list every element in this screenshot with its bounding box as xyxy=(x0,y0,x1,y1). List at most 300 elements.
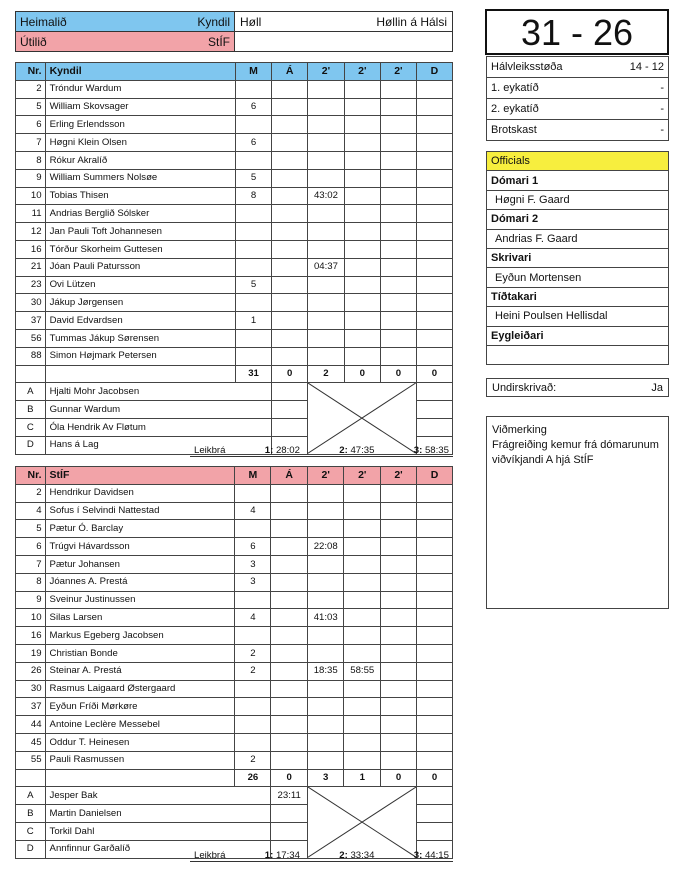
player-m: 4 xyxy=(235,502,271,520)
player-c3 xyxy=(380,312,416,330)
player-row xyxy=(16,134,453,152)
player-c1 xyxy=(307,733,344,751)
player-c1: 43:02 xyxy=(308,187,345,205)
player-d xyxy=(417,538,453,556)
official-name: Martin Danielsen xyxy=(45,805,271,823)
player-c1 xyxy=(308,240,345,258)
player-m xyxy=(235,347,271,365)
player-number: 7 xyxy=(16,134,46,152)
remarks-label: Viðmerking xyxy=(492,424,547,436)
player-c3 xyxy=(380,347,416,365)
player-row xyxy=(16,258,453,276)
player-d xyxy=(417,733,453,751)
player-c3 xyxy=(380,294,416,312)
player-number: 45 xyxy=(16,733,46,751)
player-c3 xyxy=(380,258,416,276)
player-c2 xyxy=(344,591,381,609)
player-number: 9 xyxy=(16,169,46,187)
player-number: 88 xyxy=(16,347,46,365)
player-m: 6 xyxy=(235,98,271,116)
player-a xyxy=(271,520,308,538)
player-a xyxy=(272,98,308,116)
player-name: Christian Bonde xyxy=(45,644,235,662)
player-row xyxy=(16,555,453,573)
timeouts-label: Leikbrá xyxy=(194,850,226,861)
official-a xyxy=(271,805,308,823)
scorer-label: Skrivari xyxy=(487,248,669,267)
penalty-row: Brotskast - xyxy=(487,120,669,141)
officials-title: Officials xyxy=(487,152,669,171)
player-row xyxy=(16,223,453,241)
team2-timeouts xyxy=(190,849,453,862)
player-name: Tróndur Wardum xyxy=(45,80,235,98)
player-c1 xyxy=(308,116,345,134)
player-a xyxy=(272,205,308,223)
supervisor-label: Eygleiðari xyxy=(487,326,669,345)
ot1-row: 1. eykatíð - xyxy=(487,78,669,99)
official-name: Jesper Bak xyxy=(45,787,271,805)
player-c3 xyxy=(381,644,417,662)
col-d: D xyxy=(416,63,452,81)
player-row xyxy=(16,116,453,134)
player-number: 30 xyxy=(16,294,46,312)
official-a xyxy=(272,418,308,436)
player-d xyxy=(417,484,453,502)
player-d xyxy=(416,294,452,312)
player-a xyxy=(272,134,308,152)
player-row xyxy=(16,662,453,680)
player-name: Jan Pauli Toft Johannesen xyxy=(45,223,235,241)
official-name: Hans á Lag xyxy=(45,436,272,454)
player-number: 12 xyxy=(16,223,46,241)
player-name: Tórður Skorheim Guttesen xyxy=(45,240,235,258)
player-d xyxy=(417,662,453,680)
player-m xyxy=(235,520,271,538)
player-number: 56 xyxy=(16,329,46,347)
official-letter: C xyxy=(16,822,46,840)
player-c3 xyxy=(380,187,416,205)
player-number: 6 xyxy=(16,116,46,134)
player-c1 xyxy=(307,698,344,716)
player-c2 xyxy=(344,134,380,152)
player-d xyxy=(416,240,452,258)
col-c3: 2' xyxy=(380,63,416,81)
ot2-row: 2. eykatíð - xyxy=(487,99,669,120)
official-a xyxy=(271,822,308,840)
player-m: 3 xyxy=(235,555,271,573)
remarks-text: Frágreiðing kemur frá dómarunum viðvíkjandi A hjá StÍF xyxy=(492,439,659,466)
player-c3 xyxy=(381,520,417,538)
player-c3 xyxy=(381,751,417,769)
player-c2: 58:55 xyxy=(344,662,381,680)
player-m: 5 xyxy=(235,276,271,294)
player-m: 4 xyxy=(235,609,271,627)
player-d xyxy=(417,751,453,769)
player-a xyxy=(271,538,308,556)
player-c2 xyxy=(344,240,380,258)
player-c2 xyxy=(344,294,380,312)
total-c3: 0 xyxy=(380,365,416,383)
player-c1 xyxy=(308,205,345,223)
col-c3: 2' xyxy=(381,467,417,485)
player-d xyxy=(416,116,452,134)
player-c1 xyxy=(307,644,344,662)
player-row xyxy=(16,698,453,716)
player-name: Jákup Jørgensen xyxy=(45,294,235,312)
player-m xyxy=(235,591,271,609)
player-row xyxy=(16,573,453,591)
header-row xyxy=(16,467,453,485)
player-row xyxy=(16,80,453,98)
total-c2: 1 xyxy=(344,769,381,787)
total-c1: 3 xyxy=(307,769,344,787)
total-m: 31 xyxy=(235,365,271,383)
player-c3 xyxy=(381,538,417,556)
player-c1 xyxy=(307,627,344,645)
player-c3 xyxy=(381,555,417,573)
player-number: 2 xyxy=(16,80,46,98)
player-number: 19 xyxy=(16,644,46,662)
player-name: Rasmus Laigaard Østergaard xyxy=(45,680,235,698)
player-c2 xyxy=(344,609,381,627)
official-a xyxy=(272,401,308,419)
player-number: 5 xyxy=(16,98,46,116)
player-c2 xyxy=(344,187,380,205)
player-a xyxy=(271,484,308,502)
timeout-2: 2: 47:35 xyxy=(339,445,375,456)
player-m xyxy=(235,258,271,276)
player-d xyxy=(417,698,453,716)
player-c3 xyxy=(381,627,417,645)
timekeeper-name: Heini Poulsen Hellisdal xyxy=(487,307,669,326)
player-a xyxy=(271,733,308,751)
player-name: Silas Larsen xyxy=(45,609,235,627)
player-name: Pætur Johansen xyxy=(45,555,235,573)
player-m: 6 xyxy=(235,134,271,152)
player-row xyxy=(16,312,453,330)
player-c3 xyxy=(380,329,416,347)
player-m: 6 xyxy=(235,538,271,556)
player-name: Erling Erlendsson xyxy=(45,116,235,134)
player-number: 8 xyxy=(16,573,46,591)
player-c2 xyxy=(344,223,380,241)
official-name: Gunnar Wardum xyxy=(45,401,272,419)
official-letter: D xyxy=(16,840,46,858)
total-c3: 0 xyxy=(381,769,417,787)
player-number: 10 xyxy=(16,609,46,627)
timekeeper-label: Tíðtakari xyxy=(487,287,669,306)
player-row xyxy=(16,502,453,520)
official-letter: A xyxy=(16,787,46,805)
official-name: Hjalti Mohr Jacobsen xyxy=(45,383,272,401)
player-name: Ovi Lützen xyxy=(45,276,235,294)
player-m xyxy=(235,484,271,502)
col-a: Á xyxy=(272,63,308,81)
cross-mark xyxy=(308,787,416,857)
player-c2 xyxy=(344,276,380,294)
player-d xyxy=(416,258,452,276)
official-a: 23:11 xyxy=(271,787,308,805)
halftime-score: 14 - 12 xyxy=(629,61,664,73)
team2-table xyxy=(15,466,453,859)
player-number: 9 xyxy=(16,591,46,609)
referee2-label: Dómari 2 xyxy=(487,210,669,229)
player-c3 xyxy=(381,698,417,716)
player-c3 xyxy=(380,80,416,98)
home-team-cell xyxy=(16,12,235,32)
player-number: 55 xyxy=(16,751,46,769)
player-m xyxy=(235,627,271,645)
official-d xyxy=(417,787,453,805)
player-c1 xyxy=(308,347,345,365)
player-number: 26 xyxy=(16,662,46,680)
official-d xyxy=(416,383,452,401)
player-c2 xyxy=(344,347,380,365)
player-number: 8 xyxy=(16,151,46,169)
team-official-row xyxy=(16,787,453,805)
official-letter: D xyxy=(16,436,46,454)
player-c1 xyxy=(308,223,345,241)
player-d xyxy=(416,223,452,241)
player-name: Jóan Pauli Patursson xyxy=(45,258,235,276)
player-name: Andrias Berglið Sólsker xyxy=(45,205,235,223)
player-row xyxy=(16,520,453,538)
player-name: Steinar A. Prestá xyxy=(45,662,235,680)
player-d xyxy=(417,716,453,734)
player-c2 xyxy=(344,751,381,769)
player-m xyxy=(235,680,271,698)
player-row xyxy=(16,240,453,258)
player-number: 10 xyxy=(16,187,46,205)
player-row xyxy=(16,716,453,734)
player-name: Markus Egeberg Jacobsen xyxy=(45,627,235,645)
totals-row xyxy=(16,769,453,787)
supervisor-name xyxy=(487,345,669,364)
player-name: David Edvardsen xyxy=(45,312,235,330)
player-a xyxy=(272,151,308,169)
player-c1: 18:35 xyxy=(307,662,344,680)
total-a: 0 xyxy=(271,769,308,787)
player-c1 xyxy=(307,484,344,502)
player-c2 xyxy=(344,151,380,169)
player-row xyxy=(16,591,453,609)
player-c2 xyxy=(344,484,381,502)
player-c3 xyxy=(381,733,417,751)
player-c3 xyxy=(381,609,417,627)
player-c1 xyxy=(307,573,344,591)
player-name: William Skovsager xyxy=(45,98,235,116)
player-number: 30 xyxy=(16,680,46,698)
player-a xyxy=(272,116,308,134)
player-a xyxy=(271,502,308,520)
total-d: 0 xyxy=(417,769,453,787)
player-a xyxy=(272,347,308,365)
crossed-box xyxy=(307,787,416,858)
official-letter: C xyxy=(16,418,46,436)
timeout-1: 1: 28:02 xyxy=(264,445,300,456)
player-row xyxy=(16,644,453,662)
player-d xyxy=(417,591,453,609)
player-a xyxy=(271,555,308,573)
player-m: 1 xyxy=(235,312,271,330)
away-label: Útilið xyxy=(20,34,47,49)
player-name: Sveinur Justinussen xyxy=(45,591,235,609)
official-d xyxy=(416,418,452,436)
official-name: Annfinnur Garðalíð xyxy=(45,840,271,858)
player-name: Sofus í Selvindi Nattestad xyxy=(45,502,235,520)
player-c3 xyxy=(380,116,416,134)
player-c1: 22:08 xyxy=(307,538,344,556)
team-official-row xyxy=(16,383,453,401)
official-letter: A xyxy=(16,383,46,401)
player-d xyxy=(416,80,452,98)
player-row xyxy=(16,294,453,312)
player-d xyxy=(417,520,453,538)
player-row xyxy=(16,751,453,769)
player-c2 xyxy=(344,733,381,751)
player-c3 xyxy=(380,98,416,116)
player-name: Tobias Thisen xyxy=(45,187,235,205)
player-a xyxy=(272,329,308,347)
col-c1: 2' xyxy=(308,63,345,81)
player-d xyxy=(417,627,453,645)
player-d xyxy=(416,312,452,330)
player-a xyxy=(272,240,308,258)
remarks-box xyxy=(486,416,669,609)
official-d xyxy=(417,822,453,840)
player-c3 xyxy=(380,205,416,223)
player-name: Jóannes A. Prestá xyxy=(45,573,235,591)
player-m xyxy=(235,223,271,241)
player-row xyxy=(16,733,453,751)
player-a xyxy=(271,751,308,769)
col-c2: 2' xyxy=(344,63,380,81)
player-c3 xyxy=(381,591,417,609)
player-m xyxy=(235,716,271,734)
cross-mark xyxy=(308,383,416,453)
col-a: Á xyxy=(271,467,308,485)
player-d xyxy=(416,187,452,205)
player-c2 xyxy=(344,680,381,698)
player-row xyxy=(16,276,453,294)
away-team-cell xyxy=(16,32,235,52)
player-c1 xyxy=(307,555,344,573)
timeouts-label: Leikbrá xyxy=(194,445,226,456)
timeout-2: 2: 33:34 xyxy=(339,850,375,861)
home-label: Heimalið xyxy=(20,14,67,29)
col-d: D xyxy=(417,467,453,485)
signed-box xyxy=(486,378,669,397)
player-name: William Summers Nolsøe xyxy=(45,169,235,187)
venue: Høllin á Hálsi xyxy=(376,14,447,29)
total-c1: 2 xyxy=(308,365,345,383)
player-row xyxy=(16,151,453,169)
referee1-name: Høgni F. Gaard xyxy=(487,190,669,209)
player-c2 xyxy=(344,205,380,223)
player-c2 xyxy=(344,698,381,716)
col-nr: Nr. xyxy=(16,467,46,485)
player-name: Pauli Rasmussen xyxy=(45,751,235,769)
player-c1 xyxy=(308,134,345,152)
player-c3 xyxy=(381,502,417,520)
player-d xyxy=(417,573,453,591)
team1-timeouts xyxy=(190,444,453,457)
player-row xyxy=(16,98,453,116)
location: Høll xyxy=(240,14,262,29)
player-m xyxy=(235,80,271,98)
player-c1 xyxy=(308,329,345,347)
player-d xyxy=(417,555,453,573)
player-name: Høgni Klein Olsen xyxy=(45,134,235,152)
player-name: Antoine Leclère Messebel xyxy=(45,716,235,734)
player-a xyxy=(271,698,308,716)
team1-table xyxy=(15,62,453,455)
header-row xyxy=(16,63,453,81)
player-c2 xyxy=(344,258,380,276)
player-c1 xyxy=(308,276,345,294)
player-row xyxy=(16,347,453,365)
totals-row xyxy=(16,365,453,383)
player-m: 5 xyxy=(235,169,271,187)
player-number: 5 xyxy=(16,520,46,538)
total-d: 0 xyxy=(416,365,452,383)
signed-value: Ja xyxy=(651,381,663,394)
player-number: 37 xyxy=(16,312,46,330)
player-m xyxy=(235,698,271,716)
player-name: Tummas Jákup Sørensen xyxy=(45,329,235,347)
player-d xyxy=(416,134,452,152)
player-c1 xyxy=(308,294,345,312)
total-m: 26 xyxy=(235,769,271,787)
player-c2 xyxy=(344,573,381,591)
player-c1 xyxy=(308,169,345,187)
col-c2: 2' xyxy=(344,467,381,485)
timeout-3: 3: 58:35 xyxy=(413,445,449,456)
player-number: 23 xyxy=(16,276,46,294)
player-c2 xyxy=(344,644,381,662)
col-team: StÍF xyxy=(45,467,235,485)
official-letter: B xyxy=(16,401,46,419)
player-d xyxy=(417,502,453,520)
player-c2 xyxy=(344,502,381,520)
player-c2 xyxy=(344,329,380,347)
official-name: Óla Hendrik Av Fløtum xyxy=(45,418,272,436)
player-number: 2 xyxy=(16,484,46,502)
player-number: 11 xyxy=(16,205,46,223)
player-name: Eyðun Fríði Mørkøre xyxy=(45,698,235,716)
player-d xyxy=(416,205,452,223)
player-c3 xyxy=(380,223,416,241)
player-c1 xyxy=(307,520,344,538)
player-m xyxy=(235,733,271,751)
player-c3 xyxy=(380,169,416,187)
player-d xyxy=(416,169,452,187)
official-letter: B xyxy=(16,805,46,823)
away-team-name: StÍF xyxy=(207,34,230,49)
referee2-name: Andrias F. Gaard xyxy=(487,229,669,248)
player-c2 xyxy=(344,116,380,134)
player-c3 xyxy=(380,151,416,169)
total-c2: 0 xyxy=(344,365,380,383)
player-m xyxy=(235,116,271,134)
final-score: 31 - 26 xyxy=(485,9,669,55)
col-m: M xyxy=(235,63,271,81)
match-header xyxy=(15,11,453,52)
player-number: 21 xyxy=(16,258,46,276)
home-team-name: Kyndil xyxy=(197,14,230,29)
player-c3 xyxy=(381,484,417,502)
col-c1: 2' xyxy=(307,467,344,485)
